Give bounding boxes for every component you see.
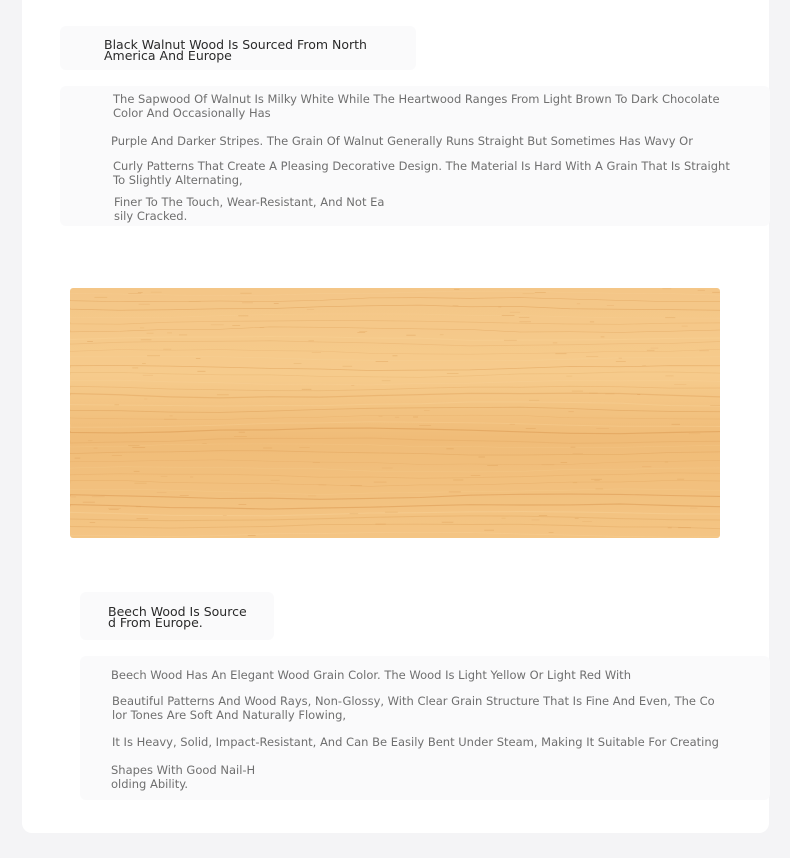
wood-pore-fleck — [139, 304, 150, 305]
wood-pore-fleck — [561, 462, 568, 463]
wood-pore-fleck — [242, 302, 253, 303]
beech-wood-swatch-image — [70, 288, 720, 538]
wood-pore-fleck — [238, 315, 248, 316]
wood-pore-fleck — [240, 293, 251, 294]
wood-pore-fleck — [689, 433, 701, 434]
wood-pore-fleck — [529, 400, 539, 401]
wood-pore-fleck — [596, 428, 609, 429]
wood-pore-fleck — [312, 352, 321, 353]
wood-pore-fleck — [161, 476, 168, 477]
wood-pore-fleck — [502, 315, 515, 316]
wood-pore-fleck — [471, 475, 481, 476]
wood-pore-fleck — [350, 513, 359, 514]
wood-pore-fleck — [677, 479, 684, 480]
wood-pore-fleck — [601, 337, 605, 338]
wood-pore-fleck — [665, 462, 668, 463]
wood-pore-fleck — [406, 335, 415, 336]
wood-pore-fleck — [393, 355, 398, 356]
wood-pore-fleck — [498, 307, 501, 308]
wood-pore-fleck — [274, 303, 279, 304]
wood-pore-fleck — [308, 496, 316, 497]
wood-pore-fleck — [141, 339, 152, 340]
wood-pore-fleck — [665, 376, 673, 377]
wood-pore-fleck — [663, 288, 672, 289]
beech-paragraph-1: Beech Wood Has An Elegant Wood Grain Color. The Wood Is Light Yellow Or Light Red With — [111, 668, 631, 682]
wood-pore-fleck — [424, 410, 430, 411]
wood-pore-fleck — [519, 317, 529, 318]
wood-pore-fleck — [223, 515, 227, 516]
wood-pore-fleck — [132, 368, 138, 369]
wood-pore-fleck — [502, 518, 506, 519]
beech-paragraph-3: It Is Heavy, Solid, Impact-Resistant, And Can Be Easily Bent Under Steam, Making It Suitable For Creating — [112, 735, 719, 749]
wood-pore-fleck — [642, 466, 651, 467]
wood-pore-fleck — [147, 355, 160, 356]
wood-pore-fleck — [71, 497, 76, 498]
wood-pore-fleck — [88, 440, 92, 441]
wood-pore-fleck — [211, 324, 224, 325]
beech-paragraph-4: Shapes With Good Nail-H olding Ability. — [111, 763, 256, 791]
wood-pore-fleck — [375, 524, 385, 525]
wood-pore-fleck — [582, 521, 592, 522]
wood-pore-fleck — [413, 417, 418, 418]
wood-pore-fleck — [523, 293, 535, 294]
wood-pore-fleck — [144, 399, 147, 400]
wood-pore-fleck — [163, 349, 171, 350]
wood-pore-fleck — [712, 292, 720, 293]
wood-pore-fleck — [180, 495, 189, 496]
wood-pore-fleck — [217, 394, 229, 395]
wood-pore-fleck — [672, 424, 681, 425]
wood-pore-fleck — [519, 321, 531, 322]
wood-pore-fleck — [239, 504, 247, 505]
wood-pore-fleck — [90, 522, 96, 523]
wood-pore-fleck — [651, 348, 659, 349]
wood-pore-fleck — [586, 356, 598, 357]
wood-pore-fleck — [385, 512, 398, 513]
wood-pore-fleck — [573, 453, 583, 454]
wood-pore-fleck — [128, 445, 139, 446]
wood-pore-fleck — [510, 424, 515, 425]
wood-pore-fleck — [678, 527, 691, 528]
wood-pore-fleck — [575, 518, 579, 519]
wood-pore-fleck — [143, 375, 153, 376]
wood-pore-fleck — [682, 326, 688, 327]
wood-pore-fleck — [115, 404, 120, 405]
wood-pore-fleck — [665, 317, 675, 318]
wood-pore-fleck — [137, 518, 149, 519]
wood-pore-fleck — [134, 471, 140, 472]
wood-pore-fleck — [419, 425, 431, 426]
wood-pore-fleck — [440, 334, 444, 335]
wood-pore-fleck — [294, 363, 302, 364]
wood-pore-fleck — [698, 290, 705, 291]
wood-pore-fleck — [532, 520, 540, 521]
wood-pore-fleck — [75, 458, 81, 459]
wood-pore-fleck — [302, 389, 312, 390]
wood-pore-fleck — [510, 312, 520, 313]
wood-pore-fleck — [453, 305, 459, 306]
wood-pore-fleck — [260, 327, 264, 328]
wood-pore-fleck — [271, 480, 280, 481]
wood-pore-fleck — [196, 358, 201, 359]
wood-pore-fleck — [140, 328, 144, 329]
beech-section-title: Beech Wood Is Source d From Europe. — [108, 604, 247, 630]
wood-pore-fleck — [647, 350, 655, 351]
wood-pore-fleck — [637, 394, 640, 395]
wood-pore-fleck — [170, 416, 173, 417]
wood-pore-fleck — [382, 468, 393, 469]
wood-pore-fleck — [478, 457, 485, 458]
wood-pore-fleck — [566, 376, 572, 377]
wood-pore-fleck — [234, 436, 247, 437]
wood-pore-fleck — [87, 341, 93, 342]
wood-pore-fleck — [307, 309, 314, 310]
wood-pore-fleck — [157, 492, 167, 493]
wood-pore-fleck — [642, 365, 646, 366]
wood-pore-fleck — [619, 358, 622, 359]
wood-pore-fleck — [299, 447, 309, 448]
wood-pore-fleck — [572, 391, 583, 392]
wood-pore-fleck — [487, 465, 498, 466]
wood-pore-fleck — [343, 366, 353, 367]
walnut-paragraph-3: Curly Patterns That Create A Pleasing Decorative Design. The Material Is Hard With A Grain That Is Straight To Slightly Alternating, — [113, 159, 730, 187]
wood-pore-fleck — [395, 417, 399, 418]
wood-pore-fleck — [449, 492, 461, 493]
wood-pore-fleck — [112, 455, 122, 456]
wood-pore-fleck — [374, 482, 387, 483]
wood-pore-fleck — [553, 343, 558, 344]
wood-pore-fleck — [710, 405, 720, 406]
wood-pore-fleck — [590, 322, 594, 323]
wood-pore-fleck — [674, 384, 686, 385]
wood-pore-fleck — [595, 489, 603, 490]
wood-pore-fleck — [453, 480, 463, 481]
wood-pore-fleck — [616, 361, 626, 362]
wood-pore-fleck — [202, 443, 206, 444]
wood-pore-fleck — [109, 509, 119, 510]
wood-pore-fleck — [313, 462, 320, 463]
wood-pore-fleck — [132, 447, 145, 448]
beech-paragraph-2: Beautiful Patterns And Wood Rays, Non-Glossy, With Clear Grain Structure That Is Fine And Even, The Co lor Tones Are Soft And Naturally Flowing, — [112, 694, 715, 722]
wood-pore-fleck — [232, 325, 240, 326]
wood-pore-fleck — [379, 416, 383, 417]
wood-pore-fleck — [138, 292, 143, 293]
wood-pore-fleck — [484, 530, 494, 531]
wood-pore-fleck — [577, 303, 580, 304]
wood-pore-fleck — [263, 448, 272, 449]
walnut-paragraph-2: Purple And Darker Stripes. The Grain Of Walnut Generally Runs Straight But Sometimes Has Wavy Or — [111, 134, 693, 148]
wood-pore-fleck — [589, 393, 598, 394]
wood-pore-fleck — [607, 305, 614, 306]
wood-pore-fleck — [189, 301, 201, 302]
wood-pore-fleck — [351, 385, 354, 386]
wood-pore-fleck — [699, 350, 709, 351]
wood-pore-fleck — [594, 480, 599, 481]
wood-pore-fleck — [573, 482, 577, 483]
wood-pore-fleck — [549, 532, 554, 533]
wood-pore-fleck — [591, 479, 602, 480]
wood-pore-fleck — [359, 331, 367, 332]
wood-pore-fleck — [690, 508, 697, 509]
wood-pore-fleck — [134, 483, 146, 484]
wood-pore-fleck — [142, 363, 146, 364]
wood-pore-fleck — [197, 371, 205, 372]
wood-pore-fleck — [151, 292, 162, 293]
wood-pore-fleck — [128, 293, 141, 294]
wood-pore-fleck — [605, 394, 614, 395]
wood-pore-fleck — [108, 508, 121, 509]
wood-pore-fleck — [147, 333, 154, 334]
wood-pore-fleck — [454, 289, 459, 290]
wood-pore-fleck — [309, 340, 315, 341]
wood-pore-fleck — [568, 411, 573, 412]
wood-pore-fleck — [447, 373, 459, 374]
wood-pore-fleck — [92, 496, 105, 497]
wood-pore-fleck — [535, 292, 546, 293]
wood-pore-fleck — [319, 485, 327, 486]
wood-pore-fleck — [83, 502, 95, 503]
wood-pore-fleck — [555, 353, 566, 354]
wood-pore-fleck — [248, 535, 256, 536]
wood-pore-fleck — [350, 485, 362, 486]
wood-pore-fleck — [668, 527, 672, 528]
wood-pore-fleck — [94, 297, 107, 298]
wood-pore-fleck — [94, 448, 98, 449]
wood-pore-fleck — [136, 506, 141, 507]
wood-pore-fleck — [167, 333, 172, 334]
wood-pore-fleck — [190, 477, 193, 478]
wood-pore-fleck — [357, 332, 365, 333]
wood-pore-fleck — [239, 432, 245, 433]
wood-pore-fleck — [542, 464, 555, 465]
wood-pore-fleck — [446, 448, 453, 449]
wood-pore-fleck — [164, 419, 177, 420]
wood-pore-fleck — [382, 380, 391, 381]
walnut-paragraph-1: The Sapwood Of Walnut Is Milky White While The Heartwood Ranges From Light Brown To Dark Chocolate Color And Occasionally Has — [113, 92, 720, 120]
wood-pore-fleck — [539, 515, 547, 516]
walnut-paragraph-4: Finer To The Touch, Wear-Resistant, And Not Ea sily Cracked. — [114, 195, 385, 223]
wood-pore-fleck — [504, 340, 517, 341]
wood-pore-fleck — [571, 447, 576, 448]
wood-pore-fleck — [442, 522, 454, 523]
walnut-section-title: Black Walnut Wood Is Sourced From North America And Europe — [104, 37, 367, 63]
wood-pore-fleck — [526, 428, 536, 429]
wood-pore-fleck — [179, 335, 187, 336]
wood-pore-fleck — [376, 361, 389, 362]
